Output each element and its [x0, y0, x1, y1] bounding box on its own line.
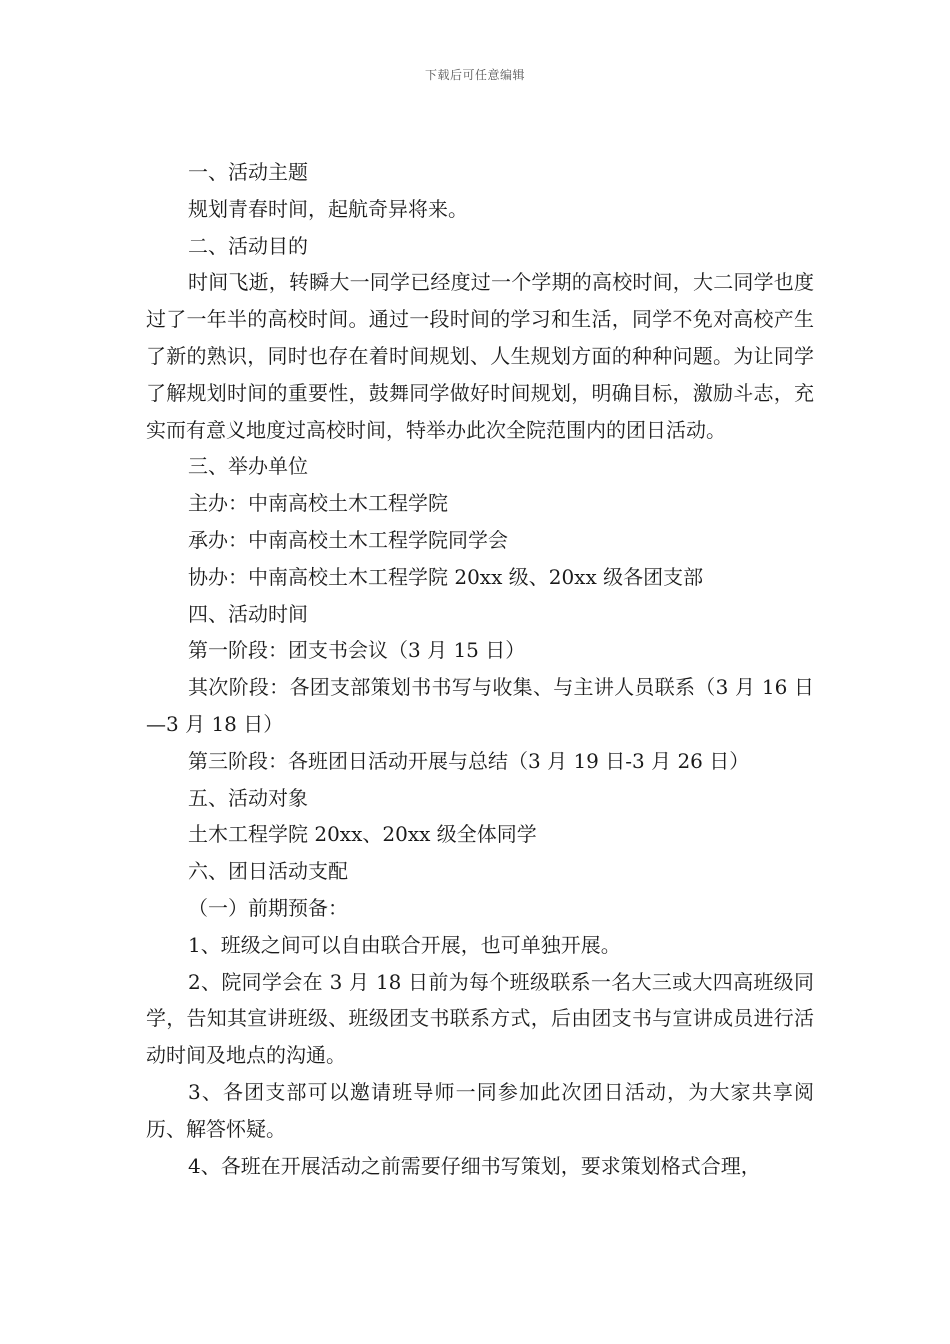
- list-item: 2、院同学会在 3 月 18 日前为每个班级联系一名大三或大四高班级同学，告知其宣讲班级、班级团支书联系方式，后由团支书与宣讲成员进行活动时间及地点的沟通。: [146, 969, 814, 1068]
- list-item: 4、各班在开展活动之前需要仔细书写策划，要求策划格式合理，: [188, 1153, 761, 1178]
- heading-arrangement: 六、团日活动支配: [188, 859, 348, 884]
- list-item: 1、班级之间可以自由联合开展，也可单独开展。: [188, 932, 621, 957]
- paragraph: 协办：中南高校土木工程学院 20xx 级、20xx 级各团支部: [188, 564, 704, 589]
- list-item: 3、各团支部可以邀请班导师一同参加此次团日活动，为大家共享阅历、解答怀疑。: [146, 1079, 814, 1141]
- heading-activity-target: 五、活动对象: [188, 785, 308, 810]
- paragraph: 时间飞逝，转瞬大一同学已经度过一个学期的高校时间，大二同学也度过了一年半的高校时间。通过一段时间的学习和生活，同学不免对高校产生了新的熟识，同时也存在着时间规划、人生规划方面的种种问题。为让同学了解规划时间的重要性，鼓舞同学做好时间规划，明确目标，激励斗志，充实而有意义地度过高校时间，特举办此次全院范围内的团日活动。: [146, 270, 814, 442]
- heading-organizers: 三、举办单位: [188, 454, 308, 479]
- paragraph: 土木工程学院 20xx、20xx 级全体同学: [188, 822, 537, 847]
- heading-activity-purpose: 二、活动目的: [188, 233, 308, 258]
- paragraph: 其次阶段：各团支部策划书书写与收集、与主讲人员联系（3 月 16 日—3 月 18 日）: [146, 675, 814, 736]
- subheading-preparation: （一）前期预备：: [188, 895, 348, 920]
- paragraph: 主办：中南高校土木工程学院: [188, 491, 448, 516]
- document-body: [146, 154, 814, 1184]
- paragraph: 承办：中南高校土木工程学院同学会: [188, 527, 508, 552]
- paragraph: 规划青春时间，起航奇异将来。: [188, 196, 468, 221]
- paragraph: 第三阶段：各班团日活动开展与总结（3 月 19 日-3 月 26 日）: [188, 748, 750, 773]
- paragraph: 第一阶段：团支书会议（3 月 15 日）: [188, 638, 526, 663]
- heading-activity-theme: 一、活动主题: [188, 160, 308, 184]
- page-header: 下载后可任意编辑: [424, 68, 525, 82]
- heading-activity-time: 四、活动时间: [188, 601, 308, 626]
